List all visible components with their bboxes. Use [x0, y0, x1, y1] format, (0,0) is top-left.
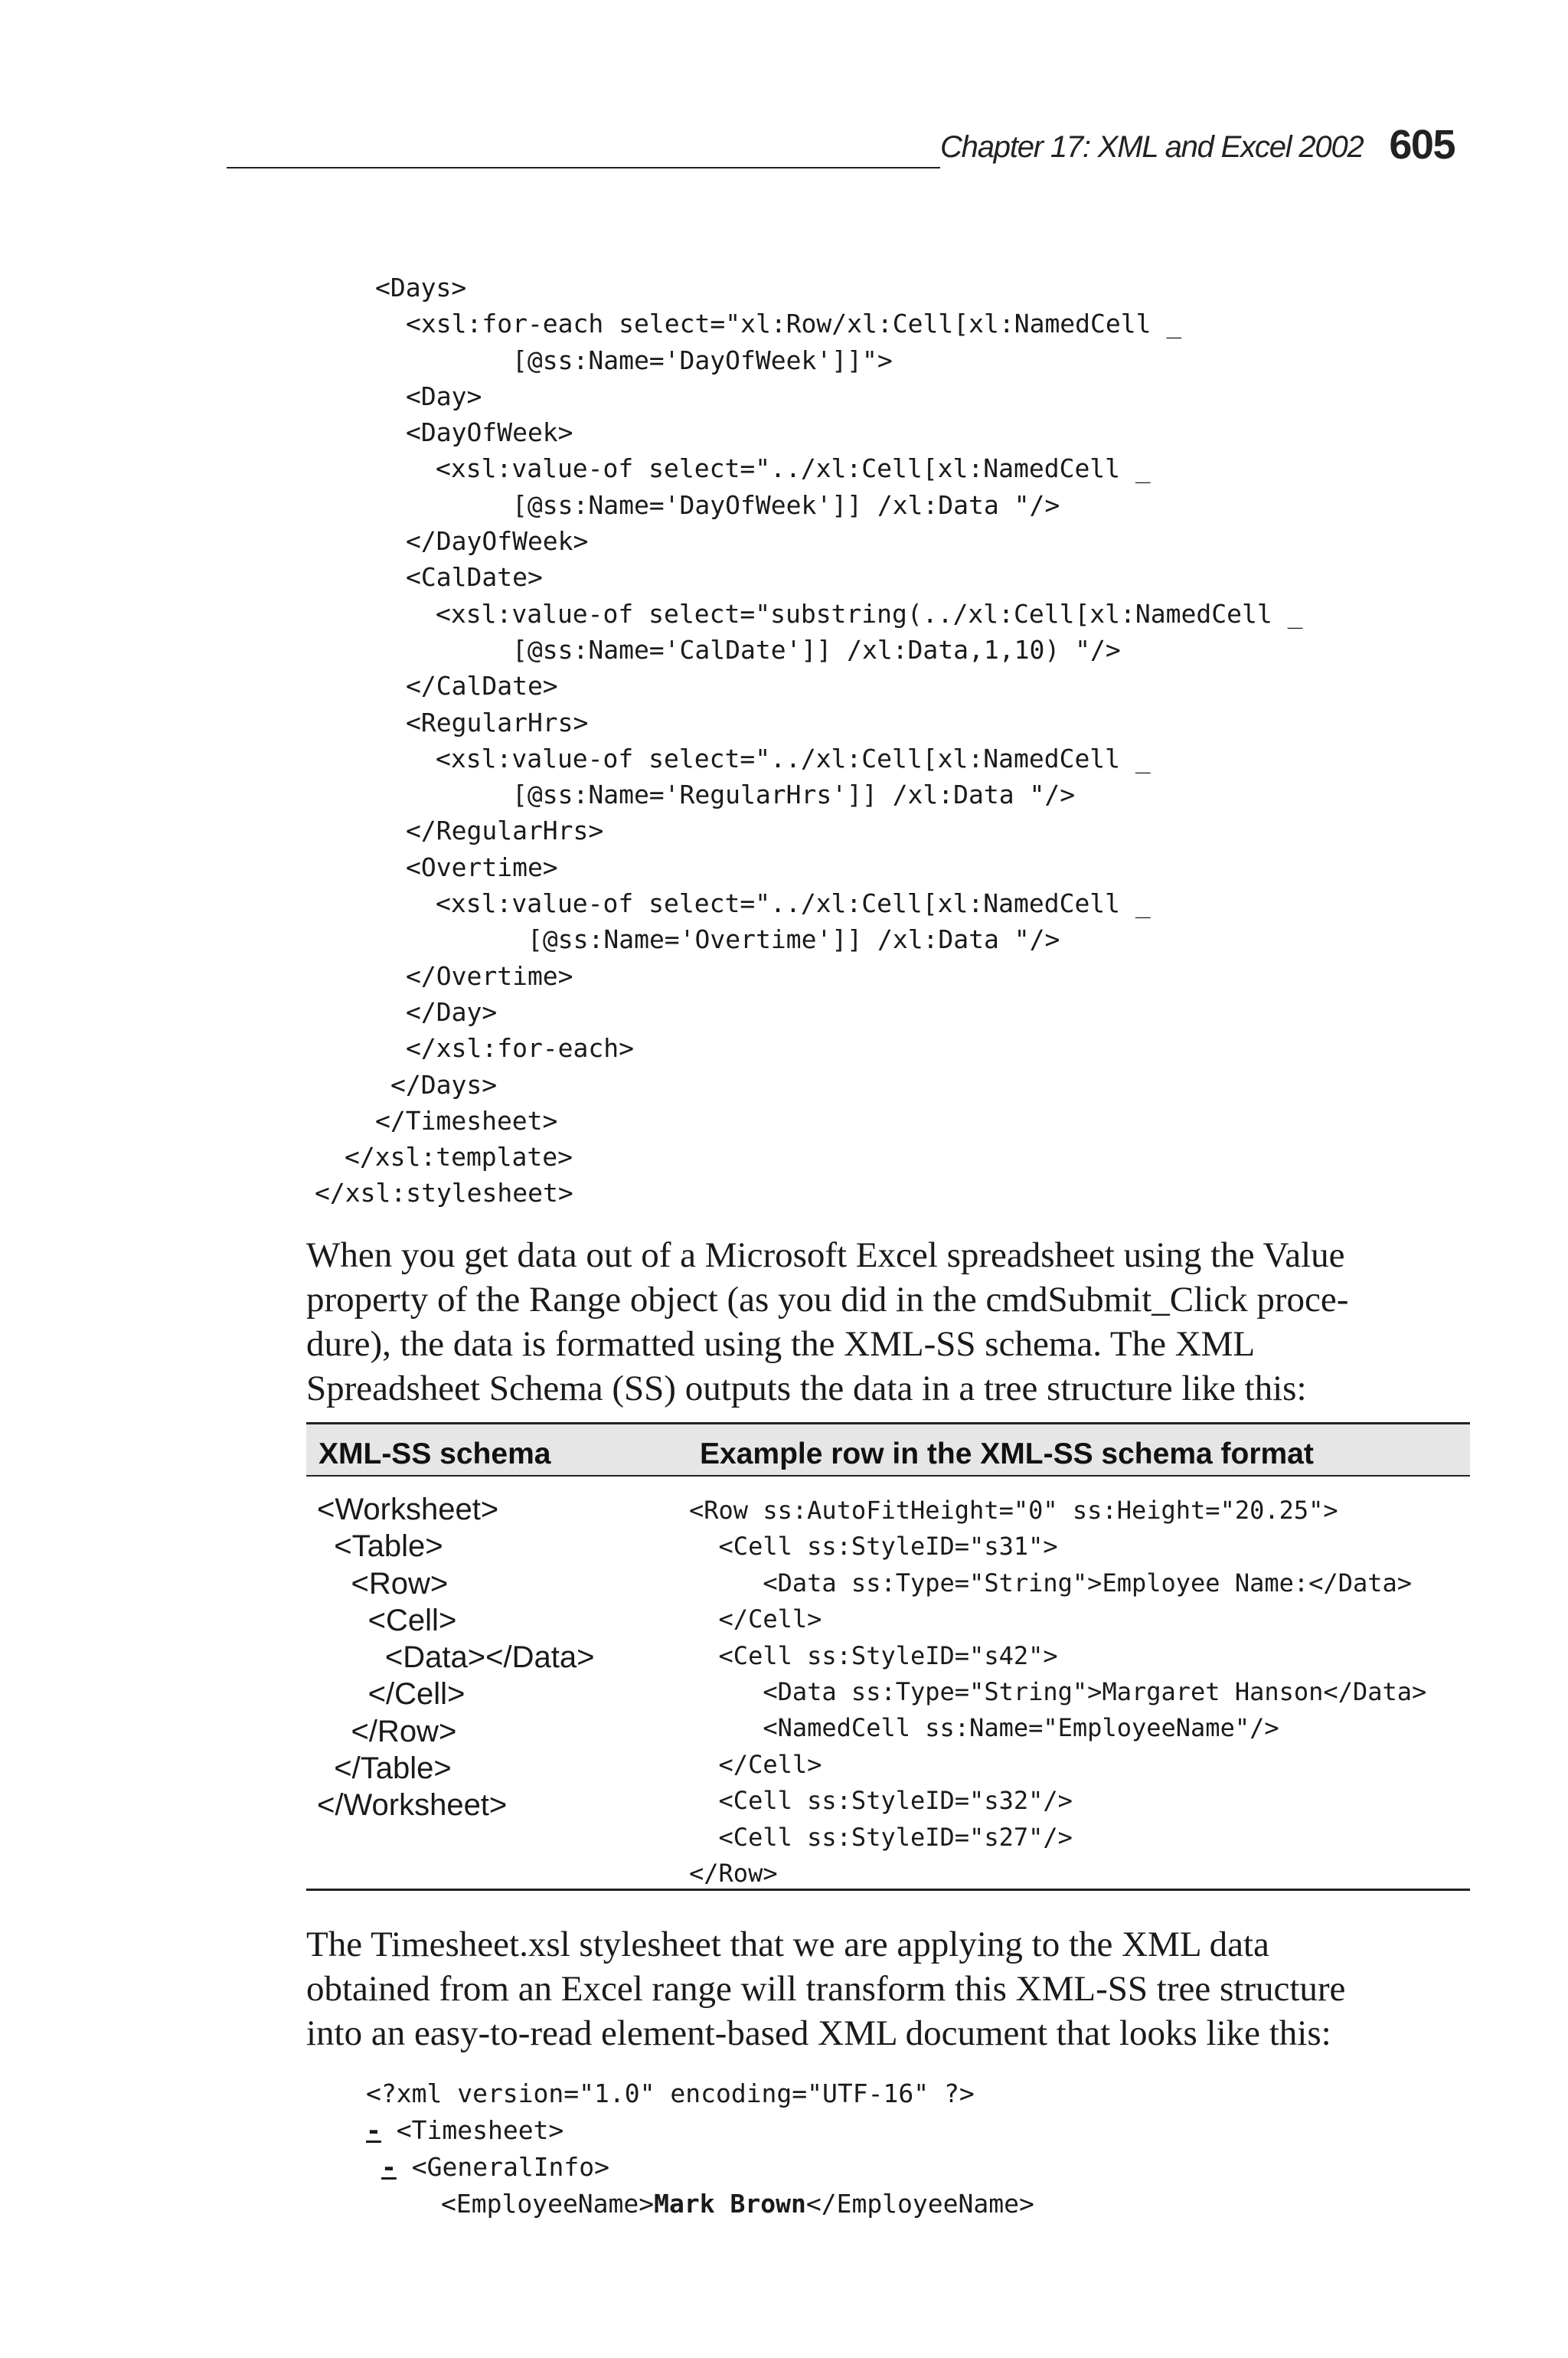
example-line: </Row>: [689, 1858, 778, 1888]
code-line: [406, 994, 1272, 1030]
code-text: </xsl:stylesheet>: [315, 1178, 573, 1208]
code-text: </xsl:template>: [345, 1142, 573, 1172]
code-line: [406, 668, 1272, 704]
chapter-title: Chapter 17: XML and Excel 2002: [940, 130, 1364, 164]
code-text: <xsl:value-of select="substring(../xl:Cell[xl:NamedCell _: [436, 598, 1303, 629]
code-line: [406, 378, 1272, 414]
code-line: [315, 1175, 1181, 1211]
code-line: [406, 1030, 1272, 1066]
code-line: [406, 414, 1272, 450]
xsl-code-listing: [315, 270, 1303, 1212]
code-text: <RegularHrs>: [406, 707, 589, 737]
table-bottom-rule: [306, 1889, 1470, 1891]
xml-line-employeename: [441, 2186, 1050, 2222]
code-text: <xsl:value-of select="../xl:Cell[xl:NamedCell _: [436, 453, 1151, 484]
schema-line: <Cell>: [317, 1603, 457, 1637]
example-line: <Data ss:Type="String">Margaret Hanson</Data>: [689, 1676, 1427, 1706]
code-text: </DayOfWeek>: [406, 526, 589, 557]
code-text: </xsl:for-each>: [406, 1033, 635, 1064]
code-text: [@ss:Name='CalDate']] /xl:Data,1,10) "/>: [512, 634, 1121, 665]
code-line: [406, 813, 1272, 849]
paragraph-line: property of the Range object (as you did in the cmdSubmit_Click proce-: [306, 1280, 1349, 1320]
code-line: [512, 342, 1379, 378]
example-line: <NamedCell ss:Name="EmployeeName"/>: [689, 1713, 1279, 1743]
code-line: [436, 885, 1302, 921]
xml-declaration: <?xml version="1.0" encoding="UTF-16" ?>: [366, 2078, 975, 2108]
code-line: [406, 559, 1272, 595]
collapse-toggle-icon[interactable]: -: [366, 2115, 381, 2145]
table-header-example: Example row in the XML-SS schema format: [700, 1437, 1314, 1470]
example-line: <Cell ss:StyleID="s32"/>: [689, 1786, 1073, 1816]
schema-line: <Table>: [317, 1529, 443, 1564]
schema-line: </Row>: [317, 1714, 457, 1748]
code-line: [436, 596, 1302, 632]
code-text: </RegularHrs>: [406, 816, 604, 846]
xml-output-listing: [366, 2075, 1034, 2222]
code-text: [@ss:Name='Overtime']] /xl:Data "/>: [528, 924, 1060, 955]
code-line: [512, 487, 1379, 523]
collapse-toggle-icon[interactable]: -: [381, 2152, 397, 2182]
code-line: [512, 777, 1379, 813]
paragraph-line: When you get data out of a Microsoft Excel spreadsheet using the Value: [306, 1235, 1345, 1275]
header-rule: [227, 167, 940, 168]
xml-line-timesheet: [366, 2112, 975, 2149]
code-line: [406, 306, 1272, 342]
code-text: <Day>: [406, 381, 482, 411]
code-text: <Overtime>: [406, 852, 558, 882]
example-line: </Cell>: [689, 1749, 822, 1779]
employeename-close-tag: </EmployeeName>: [805, 2189, 1034, 2219]
code-text: </Timesheet>: [375, 1105, 558, 1136]
code-line: [406, 705, 1272, 741]
page-number: 605: [1389, 122, 1455, 168]
code-line: [390, 1067, 1257, 1103]
xml-ss-schema-table: [306, 1422, 1470, 1891]
example-line: <Row ss:AutoFitHeight="0" ss:Height="20.25">: [689, 1496, 1338, 1525]
code-text: </CalDate>: [406, 671, 558, 702]
code-text: <xsl:for-each select="xl:Row/xl:Cell[xl:NamedCell _: [406, 309, 1182, 339]
schema-line: <Data></Data>: [317, 1640, 595, 1675]
schema-line: </Cell>: [317, 1677, 466, 1712]
table-header-rule: [306, 1475, 1470, 1477]
code-line: [528, 921, 1394, 957]
paragraph-line: into an easy-to-read element-based XML document that looks like this:: [306, 2013, 1331, 2053]
paragraph-line: dure), the data is formatted using the XML-SS schema. The XML: [306, 1324, 1256, 1364]
code-text: [@ss:Name='DayOfWeek']] /xl:Data "/>: [512, 489, 1060, 520]
code-text: <xsl:value-of select="../xl:Cell[xl:NamedCell _: [436, 743, 1151, 773]
schema-line: <Worksheet>: [317, 1493, 499, 1526]
code-text: [@ss:Name='RegularHrs']] /xl:Data "/>: [512, 780, 1076, 810]
paragraph-line: Spreadsheet Schema (SS) outputs the data in a tree structure like this:: [306, 1369, 1307, 1408]
code-text: <DayOfWeek>: [406, 417, 573, 448]
code-text: </Overtime>: [406, 960, 573, 991]
code-text: <xsl:value-of select="../xl:Cell[xl:NamedCell _: [436, 888, 1151, 919]
example-line: <Data ss:Type="String">Employee Name:</Data>: [689, 1568, 1413, 1598]
employeename-open-tag: <EmployeeName>: [441, 2189, 655, 2219]
example-column: [689, 1493, 1426, 1892]
code-line: [406, 958, 1272, 994]
schema-column: [317, 1491, 594, 1824]
code-line: [406, 849, 1272, 885]
code-text: [@ss:Name='DayOfWeek']]">: [512, 345, 893, 375]
schema-line: </Worksheet>: [317, 1788, 508, 1823]
body-paragraph-xml-ss: [306, 1233, 1470, 1411]
code-text: <CalDate>: [406, 562, 543, 593]
code-line: [436, 450, 1302, 486]
xml-line-generalinfo: [381, 2149, 990, 2186]
example-line: <Cell ss:StyleID="s42">: [689, 1640, 1058, 1670]
code-text: <Days>: [375, 273, 467, 303]
schema-line: </Table>: [317, 1751, 452, 1786]
paragraph-line: obtained from an Excel range will transform this XML-SS tree structure: [306, 1969, 1346, 2009]
code-line: [512, 632, 1379, 668]
body-paragraph-timesheet: [306, 1922, 1470, 2055]
example-line: <Cell ss:StyleID="s27"/>: [689, 1822, 1073, 1852]
example-line: <Cell ss:StyleID="s31">: [689, 1532, 1058, 1562]
page-header: [227, 115, 1470, 173]
paragraph-line: The Timesheet.xsl stylesheet that we are applying to the XML data: [306, 1925, 1269, 1964]
timesheet-tag: <Timesheet>: [396, 2115, 564, 2145]
generalinfo-tag: <GeneralInfo>: [411, 2152, 610, 2182]
example-line: </Cell>: [689, 1604, 822, 1634]
table-header-schema: XML-SS schema: [318, 1437, 551, 1470]
schema-line: <Row>: [317, 1566, 449, 1601]
employeename-value: Mark Brown: [654, 2189, 806, 2219]
code-line: [375, 270, 1242, 306]
code-line: [436, 741, 1302, 777]
code-line: [375, 1103, 1242, 1139]
code-line: [406, 523, 1272, 559]
code-text: </Days>: [390, 1069, 498, 1100]
code-text: </Day>: [406, 996, 498, 1027]
code-line: [345, 1139, 1211, 1175]
